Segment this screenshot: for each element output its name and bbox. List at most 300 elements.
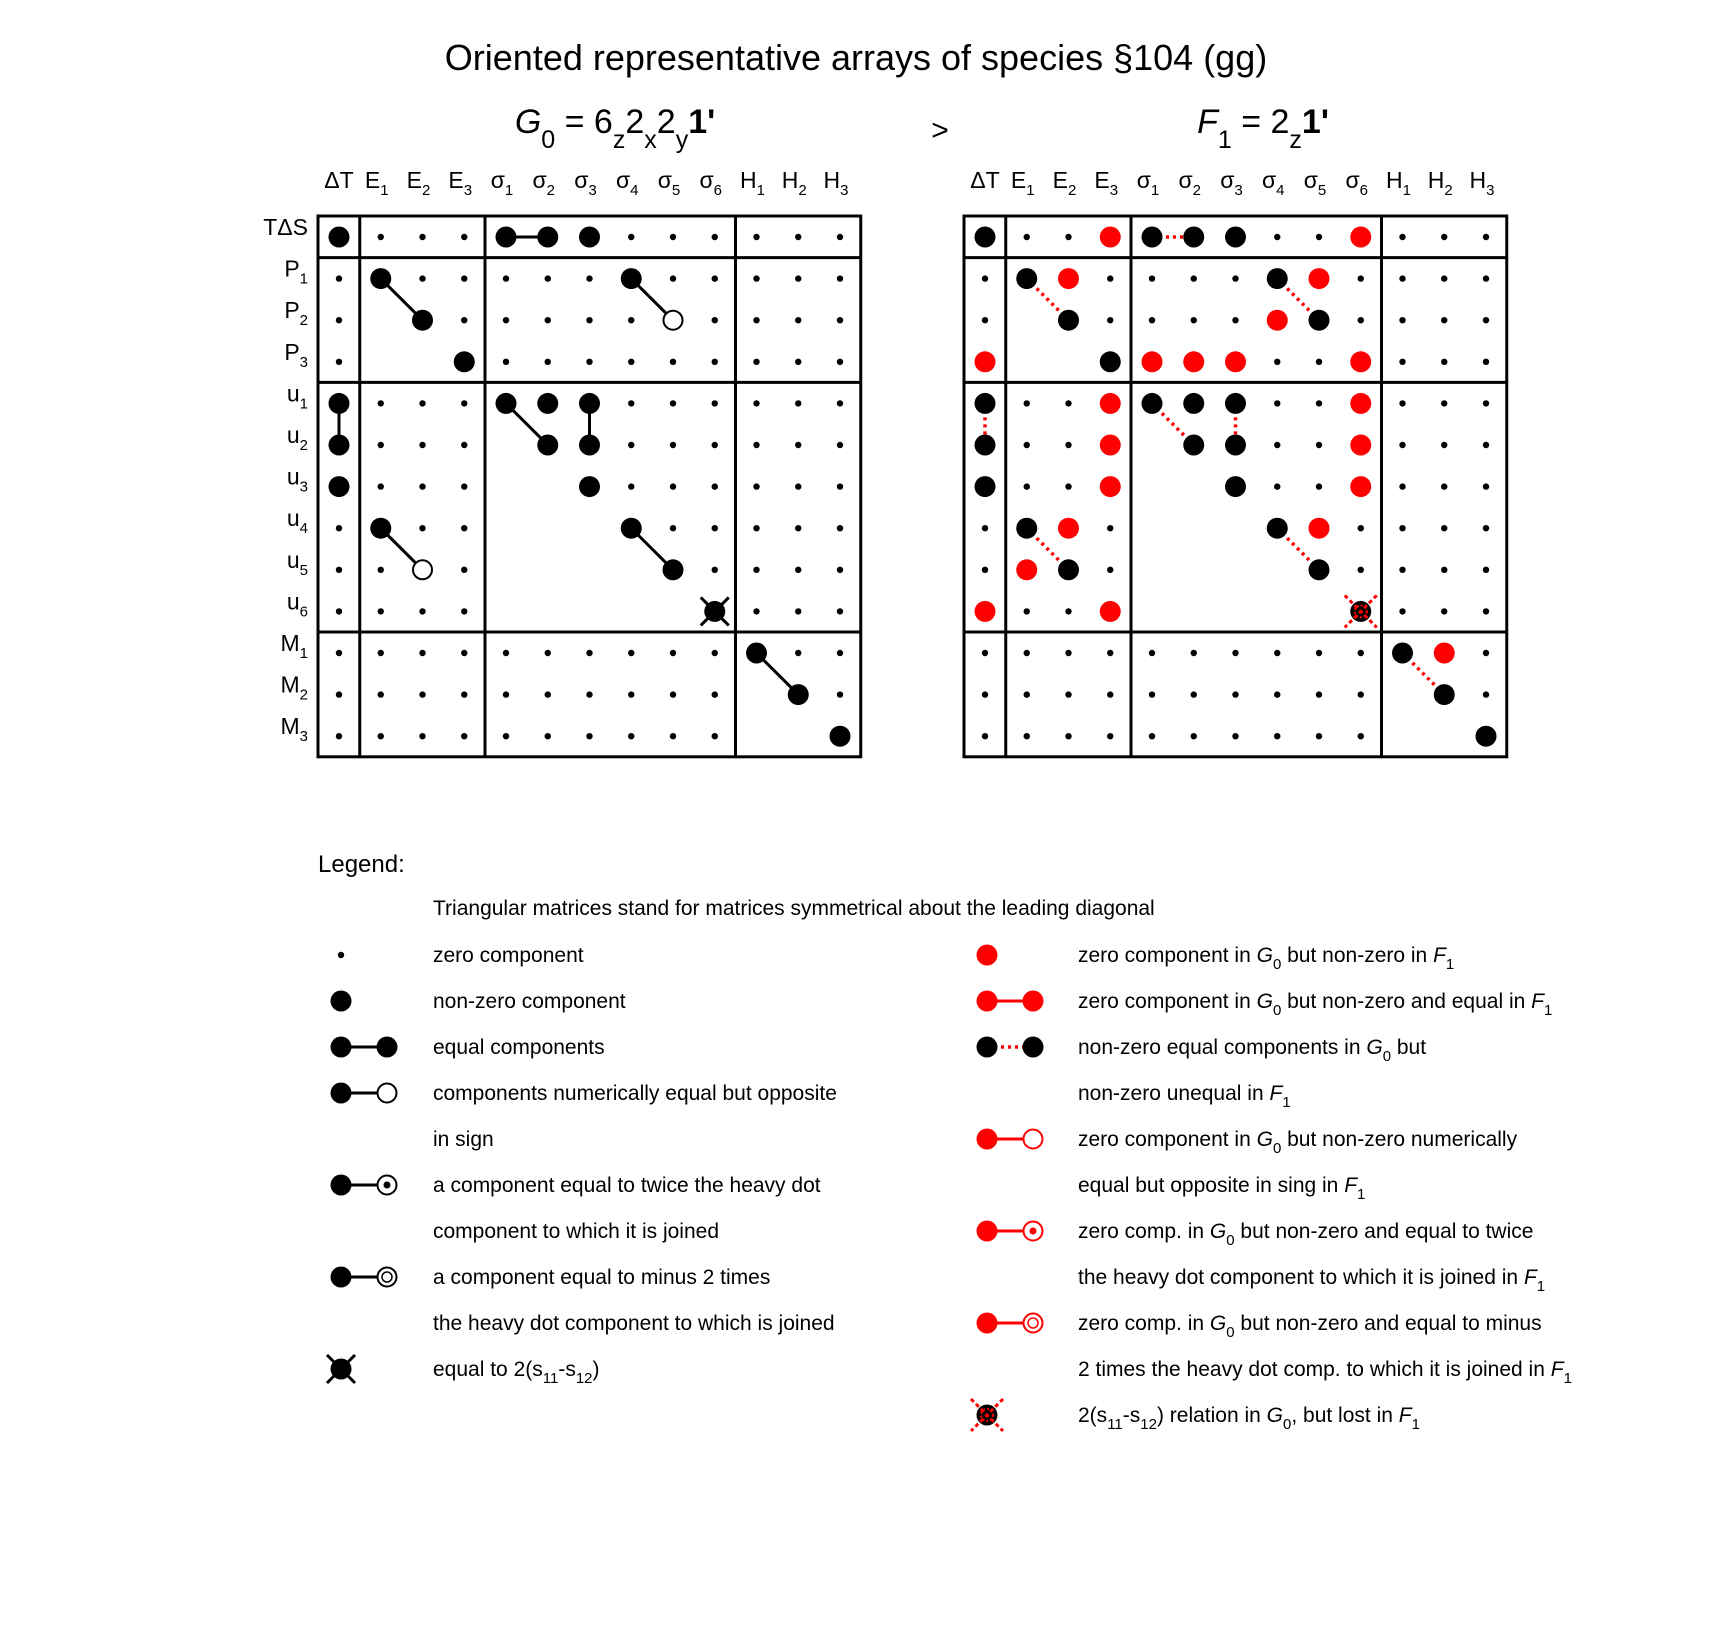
zero-dot [1441, 275, 1447, 281]
zero-dot [1441, 317, 1447, 323]
zero-dot [545, 691, 551, 697]
cross-dot-symbol [327, 1355, 355, 1383]
legend-note: Triangular matrices stand for matrices symmetrical about the leading diagonal [433, 897, 1155, 920]
text-run: G [1256, 944, 1273, 967]
zero-dot [503, 733, 509, 739]
subscript: 3 [299, 728, 308, 746]
row-header [263, 214, 308, 240]
lost-relation-cross [1345, 595, 1377, 627]
zero-dot [670, 400, 676, 406]
zero-dot [1065, 442, 1071, 448]
zero-dot [670, 525, 676, 531]
zero-dot [837, 317, 843, 323]
new-nonzero-dot [1023, 991, 1044, 1012]
zero-dot [753, 442, 759, 448]
nonzero-dot [1225, 435, 1246, 456]
text-run: , but lost in [1291, 1404, 1399, 1427]
zero-dot [1316, 733, 1322, 739]
text-run: P [284, 255, 300, 282]
zero-dot [628, 442, 634, 448]
zero-dot [1149, 691, 1155, 697]
nonzero-dot [975, 435, 996, 456]
zero-dot [1483, 525, 1489, 531]
group-header-g0 [515, 103, 715, 154]
zero-dot [1274, 733, 1280, 739]
subscript: 1 [1563, 1370, 1572, 1387]
text-run: E [1052, 167, 1068, 193]
zero-dot [712, 733, 718, 739]
text-run: equal but opposite in sing in [1078, 1174, 1345, 1197]
text-run: F [1523, 1266, 1537, 1289]
nonzero-dot [412, 310, 433, 331]
text-run: G [1266, 1404, 1284, 1427]
nonzero-dot [977, 1037, 998, 1058]
zero-dot [1483, 275, 1489, 281]
nonzero-dot [746, 643, 767, 664]
new-nonzero-dot [1100, 435, 1121, 456]
zero-dot [1065, 650, 1071, 656]
row-header [284, 256, 308, 288]
text-run: G [1256, 1128, 1273, 1151]
zero-dot [336, 691, 342, 697]
zero-dot [1399, 442, 1405, 448]
zero-dot [753, 234, 759, 240]
zero-dot [753, 483, 759, 489]
text-run: components numerically equal but opposite [433, 1082, 837, 1105]
nonzero-dot [496, 393, 517, 414]
zero-dot [1107, 275, 1113, 281]
legend-item [331, 1082, 837, 1151]
zero-dot [1316, 691, 1322, 697]
nonzero-dot [331, 1083, 352, 1104]
text-run: u [286, 588, 300, 615]
text-run: a component equal to twice the heavy dot [433, 1174, 821, 1197]
zero-dot [586, 317, 592, 323]
zero-dot [753, 400, 759, 406]
zero-dot [670, 359, 676, 365]
text-run: the heavy dot component to which it is joined in [1078, 1266, 1524, 1289]
nonzero-dot [1142, 393, 1163, 414]
legend-text [1078, 1174, 1365, 1203]
new-nonzero-dot [1100, 601, 1121, 622]
nonzero-dot [1183, 227, 1204, 248]
new-nonzero-dot [1100, 393, 1121, 414]
zero-dot [336, 525, 342, 531]
link-layer [339, 237, 798, 695]
text-run: P [284, 338, 300, 365]
nonzero-dot [370, 268, 391, 289]
zero-dot [837, 608, 843, 614]
zero-dot [1191, 691, 1197, 697]
subscript: 1 [380, 182, 389, 199]
zero-dot [712, 275, 718, 281]
red-minus-two-pair-symbol [977, 1313, 1043, 1334]
zero-dot [461, 483, 467, 489]
zero-dot [1316, 234, 1322, 240]
zero-dot [1483, 483, 1489, 489]
zero-dot [1065, 733, 1071, 739]
text-run: H [740, 167, 757, 193]
subscript: z [1289, 126, 1302, 154]
zero-dot [1149, 317, 1155, 323]
nonzero-dot [1225, 227, 1246, 248]
new-nonzero-dot [1183, 351, 1204, 372]
group-symbol: F [1197, 103, 1218, 141]
zero-dot [1024, 608, 1030, 614]
zero-dot [1024, 400, 1030, 406]
zero-dot [1065, 483, 1071, 489]
nonzero-dot [370, 518, 391, 539]
zero-dot [712, 483, 718, 489]
text-run: F [1398, 1404, 1412, 1427]
new-nonzero-dot [977, 945, 998, 966]
legend-text [433, 1220, 719, 1243]
zero-dot [503, 317, 509, 323]
column-header [824, 167, 849, 199]
legend-item [977, 1220, 1546, 1295]
subscript: 3 [1234, 182, 1243, 199]
text-run: but non-zero and equal to minus [1234, 1312, 1542, 1335]
zero-dot [419, 733, 425, 739]
zero-dot [1483, 608, 1489, 614]
zero-dot [378, 691, 384, 697]
new-nonzero-dot [977, 1129, 998, 1150]
zero-dot [1399, 359, 1405, 365]
text-run: G [1209, 1312, 1227, 1335]
subscript: 2 [1444, 182, 1453, 199]
open-dot [1024, 1314, 1043, 1333]
zero-dot [461, 608, 467, 614]
zero-dot [419, 275, 425, 281]
zero-dot [1358, 567, 1364, 573]
text-run: G [1366, 1036, 1383, 1059]
zero-dot [1191, 733, 1197, 739]
zero-dot [1107, 567, 1113, 573]
zero-dot [628, 359, 634, 365]
column-header [616, 167, 639, 199]
zero-dot [1483, 359, 1489, 365]
zero-dot [461, 525, 467, 531]
zero-dot [503, 691, 509, 697]
zero-dot [628, 733, 634, 739]
zero-dot [670, 275, 676, 281]
nonzero-dot [1225, 393, 1246, 414]
zero-dot [795, 359, 801, 365]
zero-dot [1107, 317, 1113, 323]
text-run: in sign [433, 1128, 494, 1151]
nonzero-dot [579, 393, 600, 414]
zero-dot [628, 234, 634, 240]
zero-dot [795, 275, 801, 281]
zero-dot [419, 442, 425, 448]
zero-dot [503, 650, 509, 656]
zero-dot [712, 525, 718, 531]
column-header [407, 167, 431, 199]
zero-dot [795, 400, 801, 406]
zero-dot [336, 317, 342, 323]
column-header [970, 167, 999, 193]
zero-dot [982, 317, 988, 323]
zero-dot [670, 483, 676, 489]
legend-text [433, 1266, 770, 1289]
text-run: u [286, 505, 300, 532]
text-run: H [1469, 167, 1487, 193]
legend-text [1078, 944, 1454, 973]
zero-dot [586, 650, 592, 656]
text-run: zero component in [1078, 1128, 1257, 1151]
zero-dot [336, 650, 342, 656]
zero-dot [1441, 359, 1447, 365]
zero-dot [1441, 400, 1447, 406]
zero-dot [1441, 608, 1447, 614]
column-header [532, 167, 555, 199]
nonzero-dot [975, 393, 996, 414]
red-twice-pair-symbol [977, 1221, 1043, 1242]
legend-text [433, 990, 626, 1013]
nonzero-dot [1023, 1037, 1044, 1058]
legend-item [971, 1399, 1420, 1433]
subscript: 6 [713, 182, 723, 199]
nonzero-dot [537, 393, 558, 414]
legend-text [1078, 990, 1552, 1019]
nonzero-dot [830, 726, 851, 747]
text-run: F [1344, 1174, 1358, 1197]
zero-dot [1483, 400, 1489, 406]
zero-dot [1441, 567, 1447, 573]
text-run: E [364, 167, 381, 193]
zero-dot [503, 359, 509, 365]
subscript: 2 [299, 312, 308, 330]
zero-dot [586, 359, 592, 365]
zero-dot [1483, 317, 1489, 323]
zero-dot [982, 275, 988, 281]
new-nonzero-dot [977, 991, 998, 1012]
new-nonzero-dot [1350, 227, 1371, 248]
zero-dot [712, 234, 718, 240]
text-run: σ [1345, 167, 1360, 193]
zero-dot [545, 733, 551, 739]
open-dot [664, 311, 683, 330]
zero-dot [1149, 275, 1155, 281]
nonzero-dot [1309, 310, 1330, 331]
zero-dot [1149, 733, 1155, 739]
nonzero-dot [1183, 435, 1204, 456]
zero-dot [461, 650, 467, 656]
legend-text [433, 1128, 494, 1151]
factor: 2 [625, 103, 645, 141]
nonzero-dot [496, 227, 517, 248]
zero-dot [1274, 442, 1280, 448]
zero-dot [837, 400, 843, 406]
zero-dot [795, 234, 801, 240]
subscript: 1 [1411, 1416, 1420, 1433]
text-run: but non-zero in [1281, 944, 1434, 967]
text-run: 2 times the heavy dot comp. to which it is joined in [1078, 1358, 1551, 1381]
legend-text [433, 1358, 600, 1387]
zero-dot [753, 317, 759, 323]
zero-dot [628, 400, 634, 406]
column-header [491, 167, 514, 199]
text-run: σ [490, 167, 505, 193]
legend-item [327, 1355, 600, 1387]
zero-dot [419, 483, 425, 489]
text-run: F [1433, 944, 1446, 967]
column-header [1094, 167, 1118, 199]
new-nonzero-dot [1350, 351, 1371, 372]
zero-dot [586, 733, 592, 739]
zero-dot [1024, 442, 1030, 448]
zero-dot [1232, 650, 1238, 656]
text-run: σ [699, 167, 714, 193]
comparison-symbol: > [931, 114, 949, 147]
legend-item [977, 944, 1455, 973]
equals-sign: = [555, 103, 594, 141]
zero-dot [1358, 275, 1364, 281]
text-run: zero comp. in [1078, 1220, 1210, 1243]
new-nonzero-dot [1309, 268, 1330, 289]
zero-dot [1358, 733, 1364, 739]
text-run: σ [532, 167, 547, 193]
legend-heading: Legend: [318, 851, 405, 878]
zero-dot [1399, 525, 1405, 531]
group-formula-g0 [515, 103, 715, 154]
zero-dot [378, 234, 384, 240]
text-run: zero component [433, 944, 584, 967]
subscript: 4 [299, 520, 308, 538]
legend-text [1078, 1312, 1542, 1341]
legend-item [977, 1036, 1427, 1111]
text-run: F [1531, 990, 1544, 1013]
zero-dot [1024, 650, 1030, 656]
nonzero-dot [331, 991, 352, 1012]
zero-dot [628, 650, 634, 656]
column-header [1304, 167, 1327, 199]
zero-dot [1107, 691, 1113, 697]
zero-dot [628, 691, 634, 697]
zero-dot [1441, 525, 1447, 531]
nonzero-dot [331, 1037, 352, 1058]
column-header [1470, 167, 1495, 199]
zero-dot [795, 567, 801, 573]
zero-dot [336, 567, 342, 573]
group-header-f1 [1197, 103, 1329, 154]
nonzero-dot [1016, 518, 1037, 539]
nonzero-dot [537, 435, 558, 456]
zero-dot [1191, 650, 1197, 656]
legend-item [331, 1174, 821, 1243]
zero-dot [837, 359, 843, 365]
legend-text [1078, 1128, 1518, 1157]
subscript: 1 [299, 270, 308, 288]
subscript: x [644, 126, 657, 154]
subscript: 4 [630, 182, 639, 199]
zero-dot [545, 317, 551, 323]
subscript: z [612, 126, 626, 154]
text-run: ) [592, 1358, 600, 1381]
new-nonzero-dot [1058, 518, 1079, 539]
zero-dot [419, 650, 425, 656]
zero-dot [336, 359, 342, 365]
column-header [782, 167, 807, 199]
nonzero-dot [329, 227, 350, 248]
text-run: zero comp. in [1078, 1312, 1210, 1335]
zero-dot [1358, 691, 1364, 697]
zero-dot [1065, 400, 1071, 406]
zero-dot [795, 442, 801, 448]
zero-dot [1149, 650, 1155, 656]
nonzero-dot [579, 435, 600, 456]
text-run: H [1386, 167, 1403, 193]
subscript: 1 [1217, 126, 1232, 154]
new-nonzero-dot [1434, 643, 1455, 664]
zero-dot [753, 567, 759, 573]
new-nonzero-dot [975, 351, 996, 372]
new-nonzero-dot [1225, 351, 1246, 372]
nonzero-dot-symbol [331, 991, 352, 1012]
zero-dot [712, 317, 718, 323]
legend-item [331, 1266, 835, 1335]
red-equal-pair-symbol [977, 991, 1044, 1012]
text-run: but non-zero numerically [1281, 1128, 1518, 1151]
zero-dot [1483, 691, 1489, 697]
text-run: u [286, 422, 300, 448]
zero-dot [1441, 442, 1447, 448]
text-run: non-zero equal components in [1078, 1036, 1367, 1059]
zero-dot [1232, 317, 1238, 323]
zero-dot [1274, 691, 1280, 697]
zero-dot [1483, 442, 1489, 448]
subscript: 3 [840, 182, 849, 199]
zero-dot [586, 691, 592, 697]
nonzero-dot [975, 476, 996, 497]
zero-dot [545, 275, 551, 281]
open-dot [378, 1084, 397, 1103]
text-run: ΔT [970, 167, 1000, 193]
zero-dot [982, 567, 988, 573]
subscript: 0 [1226, 1232, 1235, 1249]
text-run: the heavy dot component to which is joined [433, 1312, 835, 1335]
subscript: 1 [1282, 1094, 1291, 1111]
zero-dot [753, 359, 759, 365]
subscript: 5 [671, 182, 681, 199]
diagram-title: Oriented representative arrays of species §104 (gg) [444, 37, 1268, 78]
zero-dot [837, 525, 843, 531]
zero-dot [982, 691, 988, 697]
text-run: P [284, 297, 300, 324]
lost-relation-cross [971, 1399, 1003, 1431]
zero-dot [837, 442, 843, 448]
nonzero-dot [1058, 310, 1079, 331]
column-header [1220, 167, 1243, 199]
zero-dot [1399, 567, 1405, 573]
zero-dot [419, 400, 425, 406]
column-header [1053, 167, 1077, 199]
subscript: 2 [798, 182, 807, 199]
subscript: 0 [1283, 1416, 1292, 1433]
subscript: 6 [299, 603, 308, 621]
nonzero-dot [1100, 351, 1121, 372]
new-nonzero-dot [1100, 227, 1121, 248]
subscript: 2 [299, 437, 308, 454]
nonzero-dot [454, 351, 475, 372]
column-header [1345, 167, 1368, 199]
zero-dot [1024, 234, 1030, 240]
zero-dot [712, 400, 718, 406]
zero-dot [837, 567, 843, 573]
text-run: σ [1261, 167, 1277, 193]
zero-dot [670, 442, 676, 448]
new-nonzero-dot [1100, 476, 1121, 497]
